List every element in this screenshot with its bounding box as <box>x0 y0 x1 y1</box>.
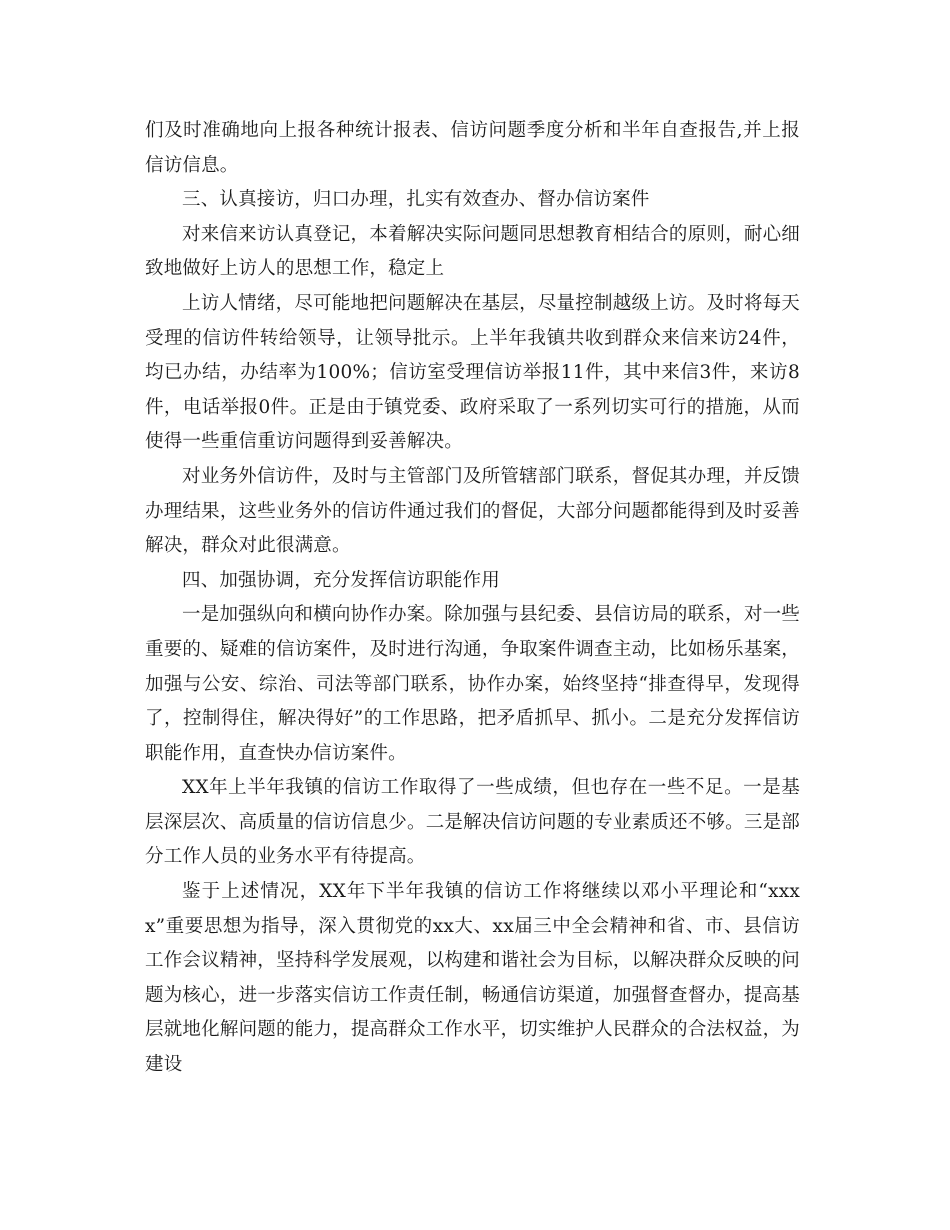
paragraph: XX年上半年我镇的信访工作取得了一些成绩，但也存在一些不足。一是基层深层次、高质量的信访信息少。二是解决信访问题的专业素质还不够。三是部分工作人员的业务水平有待提高。 <box>145 777 800 868</box>
section-heading-3: 三、认真接访，归口办理，扎实有效查办、督办信访案件 <box>182 189 650 211</box>
paragraph: 鉴于上述情况，XX年下半年我镇的信访工作将继续以邓小平理论和“xxxx”重要思想为指导，深入贯彻党的xx大、xx届三中全会精神和省、市、县信访工作会议精神，坚持科学发展观，以构建和谐社会为目标，以解决群众反映的问题为核心，进一步落实信访工作责任制，畅通信访渠道，加强督查督办，提高基层就地化解问题的能力，提高群众工作水平，切实维护人民群众的合法权益，为建设 <box>145 881 800 1076</box>
paragraph: 对业务外信访件，及时与主管部门及所管辖部门联系，督促其办理，并反馈办理结果，这些业务外的信访件通过我们的督促，大部分问题都能得到及时妥善解决，群众对此很满意。 <box>145 465 800 557</box>
paragraph: 一是加强纵向和横向协作办案。除加强与县纪委、县信访局的联系，对一些重要的、疑难的信访案件，及时进行沟通，争取案件调查主动，比如杨乐基案，加强与公安、综治、司法等部门联系，协作办案，始终坚持“排查得早，发现得了，控制得住，解决得好”的工作思路，把矛盾抓早、抓小。二是充分发挥信访职能作用，直查快办信访案件。 <box>145 604 800 764</box>
paragraph: 上访人情绪，尽可能地把问题解决在基层，尽量控制越级上访。及时将每天受理的信访件转给领导，让领导批示。上半年我镇共收到群众来信来访24件，均已办结，办结率为100%；信访室受理信访举报11件，其中来信3件，来访8件，电话举报0件。正是由于镇党委、政府采取了一系列切实可行的措施，从而使得一些重信重访问题得到妥善解决。 <box>145 292 800 453</box>
section-heading-4: 四、加强协调，充分发挥信访职能作用 <box>182 569 500 591</box>
paragraph: 对来信来访认真登记，本着解决实际问题同思想教育相结合的原则，耐心细致地做好上访人的思想工作，稳定上 <box>145 223 800 280</box>
paragraph-continuation: 们及时准确地向上报各种统计报表、信访问题季度分析和半年自查报告,并上报信访信息。 <box>145 120 800 176</box>
